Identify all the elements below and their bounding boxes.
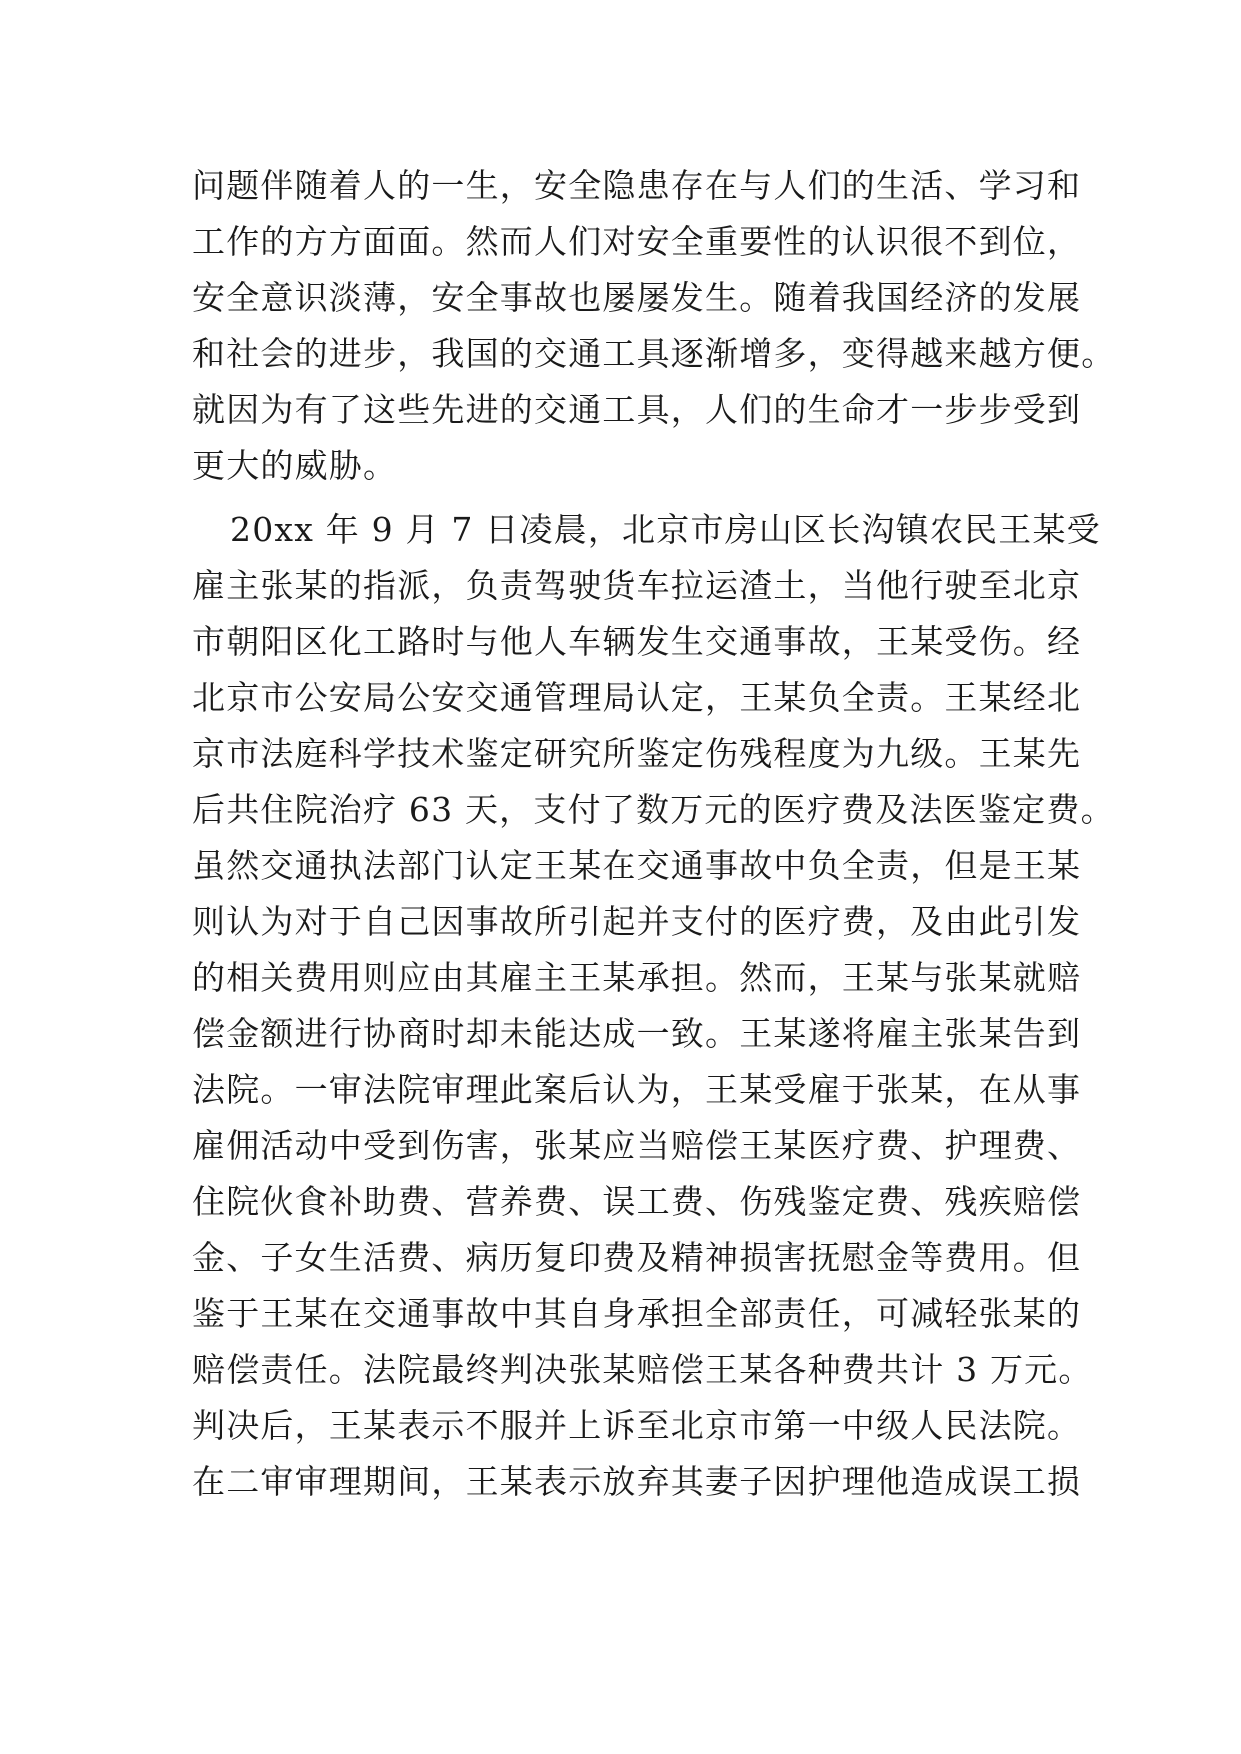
text-line: 雇佣活动中受到伤害，张某应当赔偿王某医疗费、护理费、: [192, 1126, 1082, 1165]
text-line: 雇主张某的指派，负责驾驶货车拉运渣土，当他行驶至北京: [192, 566, 1082, 605]
text-line: 后共住院治疗 63 天，支付了数万元的医疗费及法医鉴定费。: [192, 790, 1115, 829]
paragraph-1: [192, 158, 1116, 494]
text-line: 法院。一审法院审理此案后认为，王某受雇于张某，在从事: [192, 1070, 1082, 1109]
text-line: 住院伙食补助费、营养费、误工费、伤残鉴定费、残疾赔偿: [192, 1182, 1082, 1221]
text-line: 安全意识淡薄，安全事故也屡屡发生。随着我国经济的发展: [192, 278, 1082, 317]
text-line: 就因为有了这些先进的交通工具，人们的生命才一步步受到: [192, 390, 1082, 429]
text-line: 偿金额进行协商时却未能达成一致。王某遂将雇主张某告到: [192, 1014, 1082, 1053]
text-line: 金、子女生活费、病历复印费及精神损害抚慰金等费用。但: [192, 1238, 1082, 1277]
text-line: 则认为对于自己因事故所引起并支付的医疗费，及由此引发: [192, 902, 1082, 941]
text-line: 工作的方方面面。然而人们对安全重要性的认识很不到位，: [192, 222, 1082, 261]
text-line: 京市法庭科学技术鉴定研究所鉴定伤残程度为九级。王某先: [192, 734, 1082, 773]
text-line: 20xx 年 9 月 7 日凌晨，北京市房山区长沟镇农民王某受: [230, 510, 1101, 549]
text-line: 北京市公安局公安交通管理局认定，王某负全责。王某经北: [192, 678, 1082, 717]
paragraph-2: [192, 502, 1115, 1510]
text-line: 问题伴随着人的一生，安全隐患存在与人们的生活、学习和: [192, 166, 1082, 205]
text-line: 赔偿责任。法院最终判决张某赔偿王某各种费共计 3 万元。: [192, 1350, 1093, 1389]
text-line: 虽然交通执法部门认定王某在交通事故中负全责，但是王某: [192, 846, 1082, 885]
text-line: 在二审审理期间，王某表示放弃其妻子因护理他造成误工损: [192, 1462, 1082, 1501]
text-line: 判决后，王某表示不服并上诉至北京市第一中级人民法院。: [192, 1406, 1082, 1445]
text-line: 市朝阳区化工路时与他人车辆发生交通事故，王某受伤。经: [192, 622, 1082, 661]
text-line: 鉴于王某在交通事故中其自身承担全部责任，可减轻张某的: [192, 1294, 1082, 1333]
text-line: 的相关费用则应由其雇主王某承担。然而，王某与张某就赔: [192, 958, 1082, 997]
text-line: 更大的威胁。: [192, 446, 398, 485]
document-body: [192, 158, 1116, 1510]
text-line: 和社会的进步，我国的交通工具逐渐增多，变得越来越方便。: [192, 334, 1116, 373]
